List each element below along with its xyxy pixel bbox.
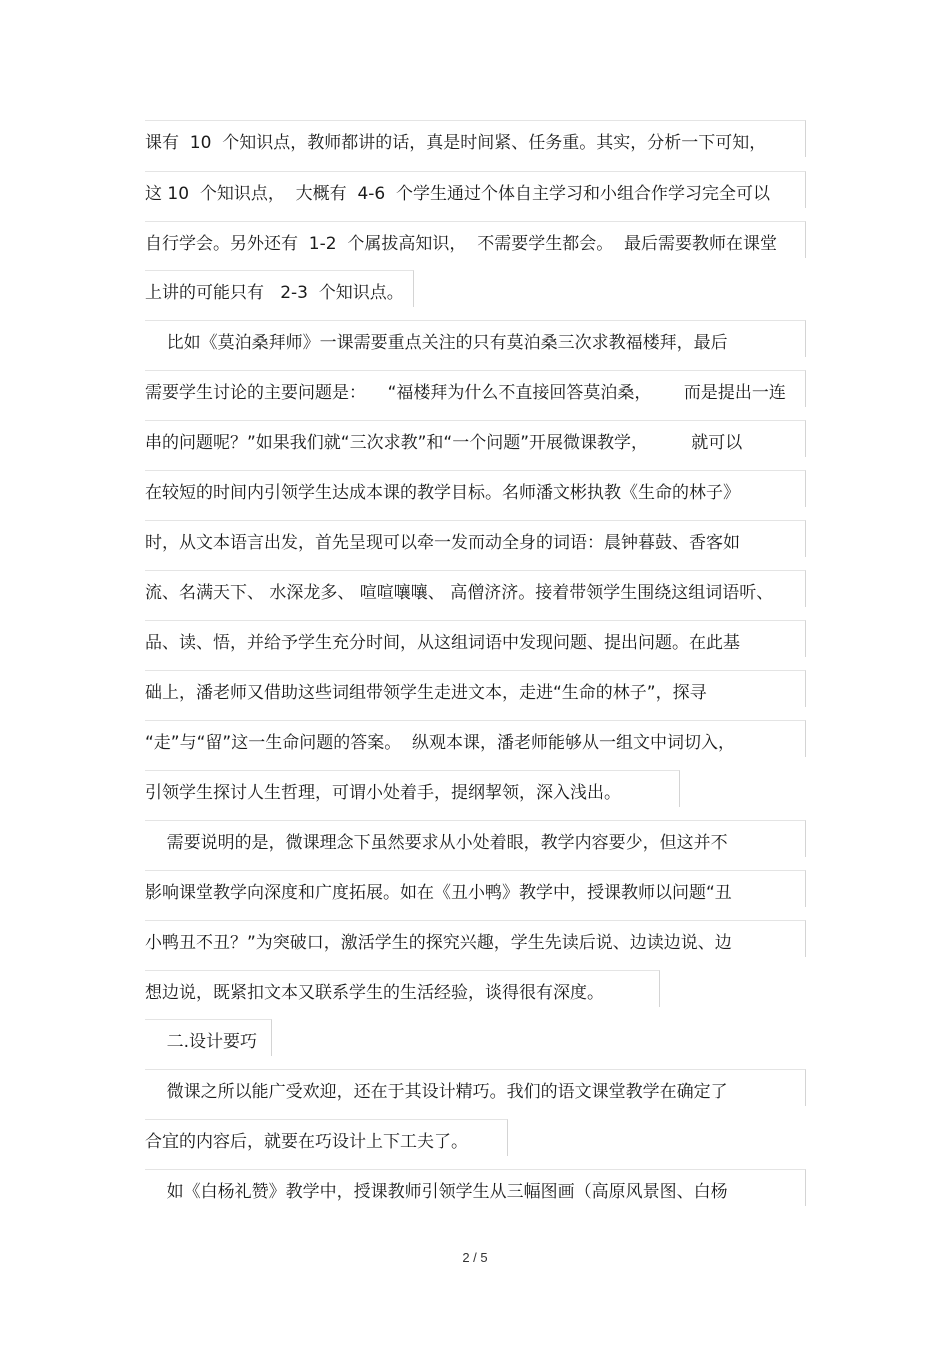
line-text: 础上，潘老师又借助这些词组带领学生走进文本，走进“生命的林子”，探寻	[145, 683, 707, 703]
text-line	[0, 1117, 950, 1167]
line-text: 课有 10 个知识点，教师都讲的话，真是时间紧、任务重。其实，分析一下可知，	[145, 133, 767, 153]
line-text: 需要学生讨论的主要问题是： “福楼拜为什么不直接回答莫泊桑， 而是提出一连	[145, 383, 786, 403]
line-text: 想边说，既紧扣文本又联系学生的生活经验，谈得很有深度。	[145, 983, 604, 1003]
line-text: 时，从文本语言出发，首先呈现可以牵一发而动全身的词语：晨钟暮鼓、香客如	[145, 533, 740, 553]
text-line	[0, 318, 950, 368]
line-text: 比如《莫泊桑拜师》一课需要重点关注的只有莫泊桑三次求教福楼拜，最后	[145, 333, 728, 353]
line-text: 如《白杨礼赞》教学中，授课教师引领学生从三幅图画（高原风景图、白杨	[145, 1182, 728, 1202]
text-line	[0, 1067, 950, 1117]
line-text: 自行学会。另外还有 1-2 个属拔高知识， 不需要学生都会。 最后需要教师在课堂	[145, 234, 777, 254]
line-text: 引领学生探讨人生哲理，可谓小处着手，提纲挈领，深入浅出。	[145, 783, 621, 803]
text-line	[0, 918, 950, 968]
text-line	[0, 818, 950, 868]
text-line	[0, 368, 950, 418]
text-line	[0, 668, 950, 718]
line-text: 品、读、悟，并给予学生充分时间，从这组词语中发现问题、提出问题。在此基	[145, 633, 740, 653]
line-text: 合宜的内容后，就要在巧设计上下工夫了。	[145, 1132, 468, 1152]
text-line	[0, 118, 950, 168]
line-text: 需要说明的是，微课理念下虽然要求从小处着眼，教学内容要少，但这并不	[145, 833, 728, 853]
line-text: 串的问题呢？”如果我们就“三次求教”和“一个问题”开展微课教学， 就可以	[145, 433, 743, 453]
line-text: 影响课堂教学向深度和广度拓展。如在《丑小鸭》教学中，授课教师以问题“丑	[145, 883, 732, 903]
text-line	[0, 268, 950, 318]
text-line	[0, 868, 950, 918]
line-text: 微课之所以能广受欢迎，还在于其设计精巧。我们的语文课堂教学在确定了	[145, 1082, 728, 1102]
text-line	[0, 468, 950, 518]
text-line	[0, 518, 950, 568]
text-line	[0, 219, 950, 269]
text-line	[0, 718, 950, 768]
text-line	[0, 1167, 950, 1217]
line-text: 上讲的可能只有 2-3 个知识点。	[145, 283, 404, 303]
line-text: 流、名满天下、 水深龙多、 喧喧嚷嚷、 高僧济济。接着带领学生围绕这组词语听、	[145, 583, 774, 603]
text-line	[0, 968, 950, 1018]
text-line	[0, 618, 950, 668]
line-text: 小鸭丑不丑？”为突破口，激活学生的探究兴趣，学生先读后说、边读边说、边	[145, 933, 732, 953]
text-line	[0, 768, 950, 818]
page-number: 2 / 5	[462, 1250, 488, 1265]
line-text: 二.设计要巧	[145, 1032, 258, 1052]
section-heading	[0, 1017, 950, 1067]
line-text: 在较短的时间内引领学生达成本课的教学目标。名师潘文彬执教《生命的林子》	[145, 483, 740, 503]
text-line	[0, 568, 950, 618]
text-line	[0, 418, 950, 468]
line-text: “走”与“留”这一生命问题的答案。 纵观本课，潘老师能够从一组文中词切入，	[145, 733, 736, 753]
text-line	[0, 169, 950, 219]
line-text: 这 10 个知识点， 大概有 4-6 个学生通过个体自主学习和小组合作学习完全可以	[145, 184, 771, 204]
